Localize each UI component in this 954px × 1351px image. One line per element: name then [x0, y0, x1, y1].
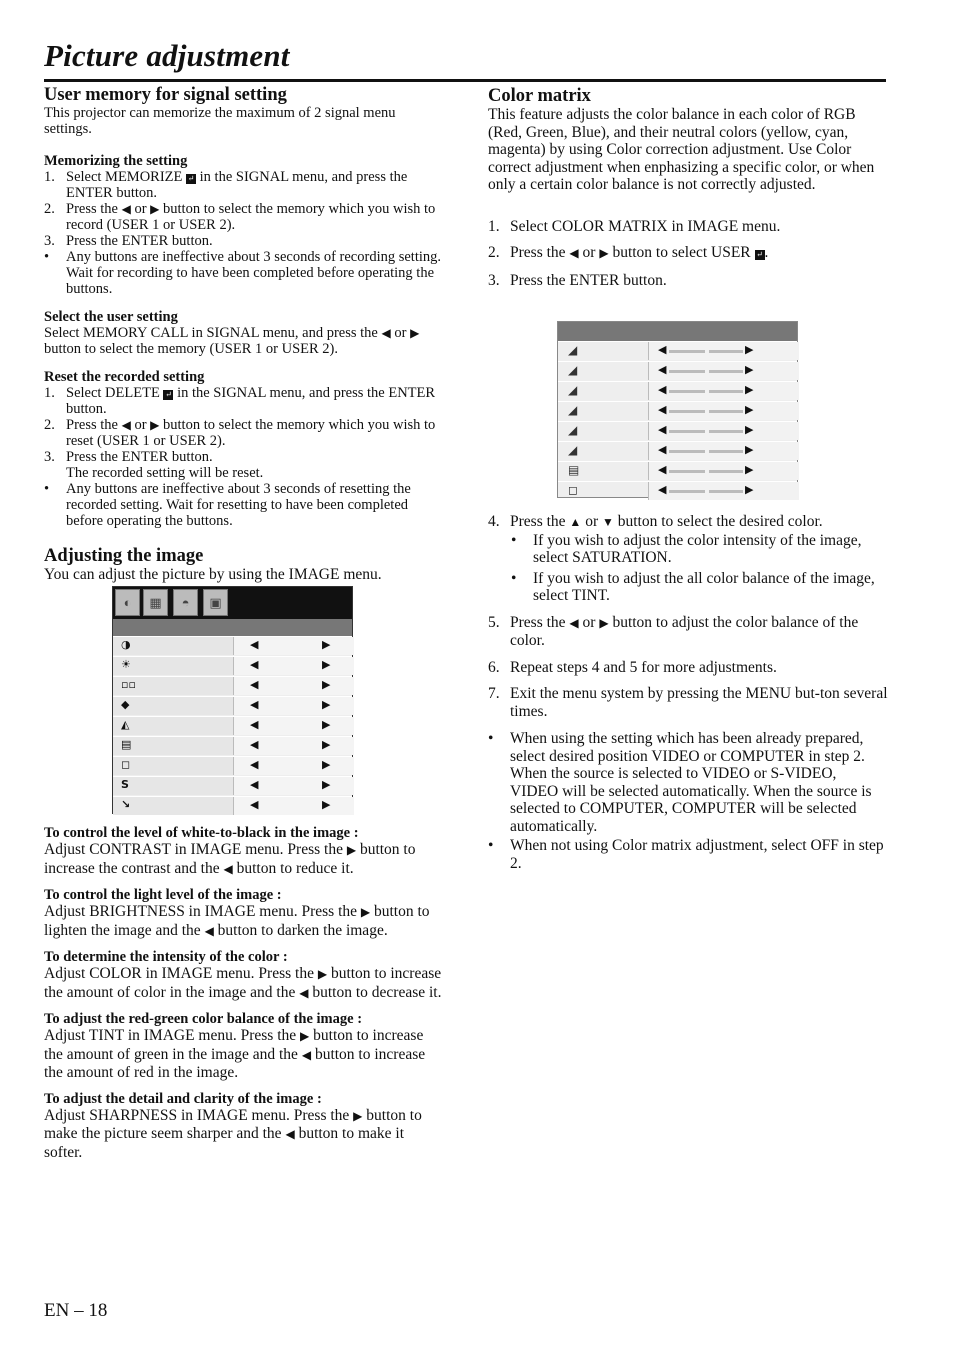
right-arrow-icon: ▶ — [410, 326, 420, 340]
left-arrow-icon: ◀ — [569, 615, 579, 630]
adjusting-intro: You can adjust the picture by using the IMAGE menu. — [44, 566, 382, 583]
right-arrow-icon: ▶ — [599, 246, 609, 260]
contrast-icon: ◑ — [121, 638, 131, 651]
cm-step-3: 3. Press the ENTER button. — [488, 271, 667, 289]
cm-row-cyan: ◢ ◀ ▶ — [558, 421, 797, 440]
page-title: Picture adjustment — [44, 38, 290, 73]
right-arrow-icon: ▶ — [346, 843, 357, 857]
left-arrow-icon: ◀ — [285, 1127, 295, 1141]
menu-row-color: ▫▫ ◀ ▶ — [113, 676, 352, 695]
menu-row-s: S ◀ ▶ — [113, 776, 352, 795]
arrow-icon: ↘ — [121, 798, 131, 811]
cm-step-2: 2. Press the ◀ or ▶ button to select USER ↵ . — [488, 244, 769, 261]
s-icon: S — [121, 778, 129, 791]
right-arrow-icon: ▶ — [150, 202, 160, 216]
menu-row-brightness: ☀ ◀ ▶ — [113, 656, 352, 675]
cm-step-7: 7. Exit the menu system by pressing the MENU but-ton several times. — [488, 685, 888, 720]
reset-step-2: 2. Press the ◀ or ▶ button to select the memory which you wish to reset (USER 1 or USER 2). — [44, 417, 436, 449]
tint-heading: To adjust the red-green color balance of the image : — [44, 1011, 363, 1027]
reset-heading: Reset the recorded setting — [44, 369, 205, 385]
blue-icon: ◢ — [568, 383, 578, 397]
magenta-icon: ◢ — [568, 443, 578, 457]
cm-menu-header — [558, 322, 797, 341]
menu-row-white: ◻ ◀ ▶ — [113, 756, 352, 775]
red-icon: ◢ — [568, 343, 578, 357]
menu-tab-bar — [113, 587, 352, 619]
reset-step-1: 1. Select DELETE ↵ in the SIGNAL menu, and press the ENTER button. — [44, 385, 436, 417]
right-arrow-icon: ▶ — [150, 418, 160, 432]
reset-step-3b: The recorded setting will be reset. — [66, 465, 264, 481]
contrast-heading: To control the level of white-to-black in the image : — [44, 825, 359, 841]
cyan-icon: ◢ — [568, 423, 578, 437]
up-arrow-icon: ▲ — [569, 515, 582, 529]
feature-tab-icon: ▣ — [203, 589, 228, 616]
cm-row-magenta: ◢ ◀ ▶ — [558, 441, 797, 460]
image-tab-icon: ◐ — [115, 589, 140, 616]
down-arrow-icon: ▼ — [601, 515, 614, 529]
brightness-icon: ☀ — [121, 658, 131, 671]
yellow-icon: ◢ — [568, 403, 578, 417]
reset-bullet: • Any buttons are ineffective about 3 seconds of resetting the recorded setting. Wait for resetting to have been completed before operating the buttons. — [44, 481, 411, 529]
menu-row-gamma: ▤ ◀ ▶ — [113, 736, 352, 755]
color-icon: ▫▫ — [121, 678, 136, 691]
page-number: EN – 18 — [44, 1300, 108, 1321]
right-arrow-icon: ▶ — [317, 967, 328, 981]
menu-header — [113, 619, 352, 636]
user-memory-intro: This projector can memorize the maximum of 2 signal menu settings. — [44, 105, 396, 137]
cm-step-5: 5. Press the ◀ or ▶ button to adjust the color balance of the color. — [488, 613, 859, 649]
right-column-lower — [488, 513, 888, 872]
color-matrix-menu — [557, 321, 798, 498]
left-column — [44, 85, 444, 584]
cm-step-4-bullet-2: • If you wish to adjust the all color balance of the image, select TINT. — [511, 569, 875, 604]
cm-row-red: ◢ ◀ ▶ — [558, 341, 797, 360]
memorizing-bullet: • Any buttons are ineffective about 3 seconds of recording setting. Wait for recording to have been completed before operating the buttons. — [44, 249, 442, 297]
saturation-icon: ▤ — [568, 463, 580, 477]
signal-tab-icon: ▦ — [143, 589, 168, 616]
left-arrow-icon: ◀ — [381, 326, 391, 340]
gamma-icon: ▤ — [121, 738, 132, 751]
memorizing-step-1: 1. Select MEMORIZE ↵ in the SIGNAL menu, and press the ENTER button. — [44, 169, 408, 201]
brightness-heading: To control the light level of the image : — [44, 887, 282, 903]
tint-icon: ◻ — [568, 483, 578, 497]
install-tab-icon: ◓ — [173, 589, 198, 616]
tint-text: Adjust TINT in IMAGE menu. Press the ▶ button to increase the amount of green in the image and the ◀ button to increase the amount of red in the image. — [44, 1027, 426, 1081]
adjusting-heading: Adjusting the image — [44, 546, 204, 566]
left-arrow-icon: ◀ — [301, 1047, 312, 1062]
memorizing-step-3: 3. Press the ENTER button. — [44, 233, 213, 249]
right-arrow-icon: ▶ — [360, 905, 371, 919]
right-arrow-icon: ▶ — [353, 1108, 363, 1123]
color-matrix-intro: This feature adjusts the color balance in each color of RGB (Red, Green, Blue), and their neutral colors (yellow, cyan, magenta) by using Color correction adjustment. Use Color correct adjustment when enphasizing a specific color, or when only a certain color balance is not correctly adjusted. — [488, 106, 875, 193]
cm-step-4-bullet-1: • If you wish to adjust the color intensity of the image, select SATURATION. — [511, 531, 862, 566]
left-arrow-icon: ◀ — [299, 985, 309, 1000]
cm-step-6: 6. Repeat steps 4 and 5 for more adjustments. — [488, 658, 777, 676]
left-arrow-icon: ◀ — [204, 923, 214, 938]
right-arrow-icon: ▶ — [300, 1029, 310, 1043]
menu-row-contrast: ◑ ◀ ▶ — [113, 636, 352, 655]
select-user-heading: Select the user setting — [44, 309, 178, 325]
sharpness-heading: To adjust the detail and clarity of the image : — [44, 1090, 322, 1107]
cm-note-2: • When not using Color matrix adjustment, select OFF in step 2. — [488, 837, 884, 872]
left-arrow-icon: ◀ — [223, 861, 233, 876]
cm-note-1: • When using the setting which has been already prepared, select desired position VIDEO or COMPUTER in step 2. When the source is selected to VIDEO or S-VIDEO, VIDEO will be selected automatically. When the source is selected to COMPUTER, COMPUTER will be selected automatically. — [488, 730, 872, 835]
menu-row-tint: ◆ ◀ ▶ — [113, 696, 352, 715]
contrast-text: Adjust CONTRAST in IMAGE menu. Press the ▶ button to increase the contrast and the ◀ button to reduce it. — [44, 841, 416, 877]
cm-row-green: ◢ ◀ ▶ — [558, 361, 797, 380]
green-icon: ◢ — [568, 363, 578, 377]
brightness-text: Adjust BRIGHTNESS in IMAGE menu. Press the ▶ button to lighten the image and the ◀ button to darken the image. — [44, 903, 430, 939]
memorizing-step-2: 2. Press the ◀ or ▶ button to select the memory which you wish to record (USER 1 or USER 2). — [44, 201, 436, 233]
menu-row-sharpness: ◭ ◀ ▶ — [113, 716, 352, 735]
color-matrix-heading: Color matrix — [488, 86, 591, 106]
menu-row-arrow: ↘ ◀ ▶ — [113, 796, 352, 815]
cm-row-yellow: ◢ ◀ ▶ — [558, 401, 797, 420]
color-heading: To determine the intensity of the color : — [44, 949, 288, 965]
title-rule — [44, 79, 886, 82]
reset-step-3: 3. Press the ENTER button. — [44, 449, 213, 465]
enter-icon: ↵ — [187, 174, 195, 183]
right-column — [488, 86, 888, 289]
cm-row-saturation: ▤ ◀ ▶ — [558, 461, 797, 480]
left-arrow-icon: ◀ — [569, 246, 579, 260]
image-menu — [112, 586, 353, 814]
left-arrow-icon: ◀ — [121, 202, 131, 216]
enter-icon: ↵ — [756, 250, 763, 259]
enter-icon: ↵ — [165, 390, 172, 399]
cm-row-blue: ◢ ◀ ▶ — [558, 381, 797, 400]
left-column-lower — [44, 825, 444, 1161]
color-text: Adjust COLOR in IMAGE menu. Press the ▶ button to increase the amount of color in the image and the ◀ button to decrease it. — [44, 965, 442, 1001]
sharpness-icon: ◭ — [121, 718, 130, 731]
left-arrow-icon: ◀ — [121, 418, 131, 432]
memorizing-heading: Memorizing the setting — [44, 153, 188, 169]
tint-icon: ◆ — [121, 698, 130, 711]
white-icon: ◻ — [121, 758, 131, 771]
user-memory-heading: User memory for signal setting — [44, 85, 287, 105]
right-arrow-icon: ▶ — [599, 615, 609, 630]
cm-step-1: 1. Select COLOR MATRIX in IMAGE menu. — [488, 217, 781, 235]
cm-step-4: 4. Press the ▲ or ▼ button to select the desired color. — [488, 513, 823, 530]
select-user-text: Select MEMORY CALL in SIGNAL menu, and press the ◀ or ▶ button to select the memory (USER 1 or USER 2). — [44, 325, 420, 357]
cm-row-tint: ◻ ◀ ▶ — [558, 481, 797, 500]
sharpness-text: Adjust SHARPNESS in IMAGE menu. Press the ▶ button to make the picture seem sharper and the ◀ button to make it softer. — [44, 1106, 422, 1161]
